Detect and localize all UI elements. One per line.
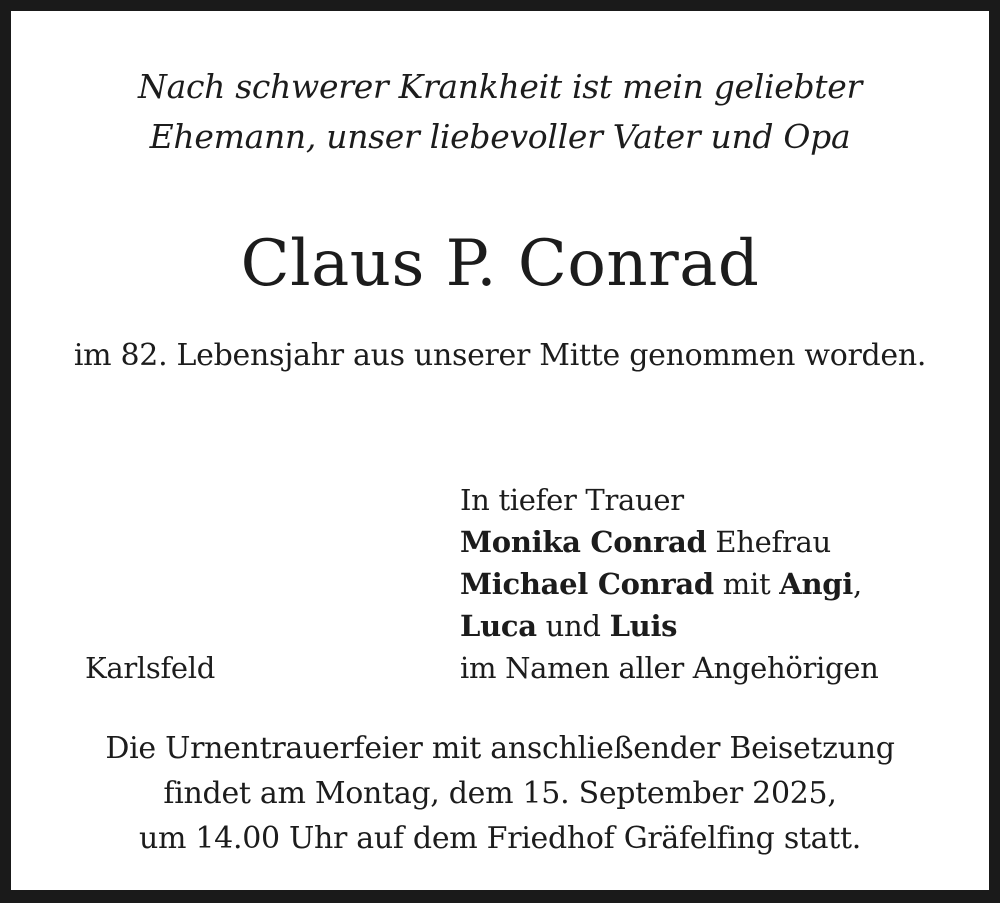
mourners-block xyxy=(460,479,879,689)
mourner-name: Luca xyxy=(460,609,537,643)
intro-line-2: Ehemann, unser liebevoller Vater und Opa xyxy=(149,117,851,156)
ceremony-info xyxy=(0,726,1000,861)
ceremony-line-2: findet am Montag, dem 15. September 2025, xyxy=(163,776,837,811)
mourner-name: Monika Conrad xyxy=(460,525,707,559)
mourner-line-3 xyxy=(460,605,879,647)
intro-line-1: Nach schwerer Krankheit ist mein geliebter xyxy=(138,67,862,106)
mourner-name: Michael Conrad xyxy=(460,567,714,601)
ceremony-line-3: um 14.00 Uhr auf dem Friedhof Gräfelfing statt. xyxy=(138,821,861,856)
mourners-closing: im Namen aller Angehörigen xyxy=(460,651,879,685)
mourner-line-1 xyxy=(460,521,879,563)
mourner-connector: und xyxy=(536,609,610,643)
age-line: im 82. Lebensjahr aus unserer Mitte genommen worden. xyxy=(73,338,927,373)
mourner-name: Luis xyxy=(609,609,678,643)
mourners-heading: In tiefer Trauer xyxy=(460,483,684,517)
mourner-punctuation: , xyxy=(852,567,862,601)
mourner-name: Angi xyxy=(779,567,853,601)
mourner-connector: mit xyxy=(713,567,780,601)
deceased-name: Claus P. Conrad xyxy=(240,227,760,301)
place-name: Karlsfeld xyxy=(85,651,216,685)
ceremony-line-1: Die Urnentrauerfeier mit anschließender Beisetzung xyxy=(105,731,895,766)
mourner-line-2 xyxy=(460,563,879,605)
intro-text xyxy=(0,62,1000,162)
mourner-relation: Ehefrau xyxy=(706,525,831,559)
